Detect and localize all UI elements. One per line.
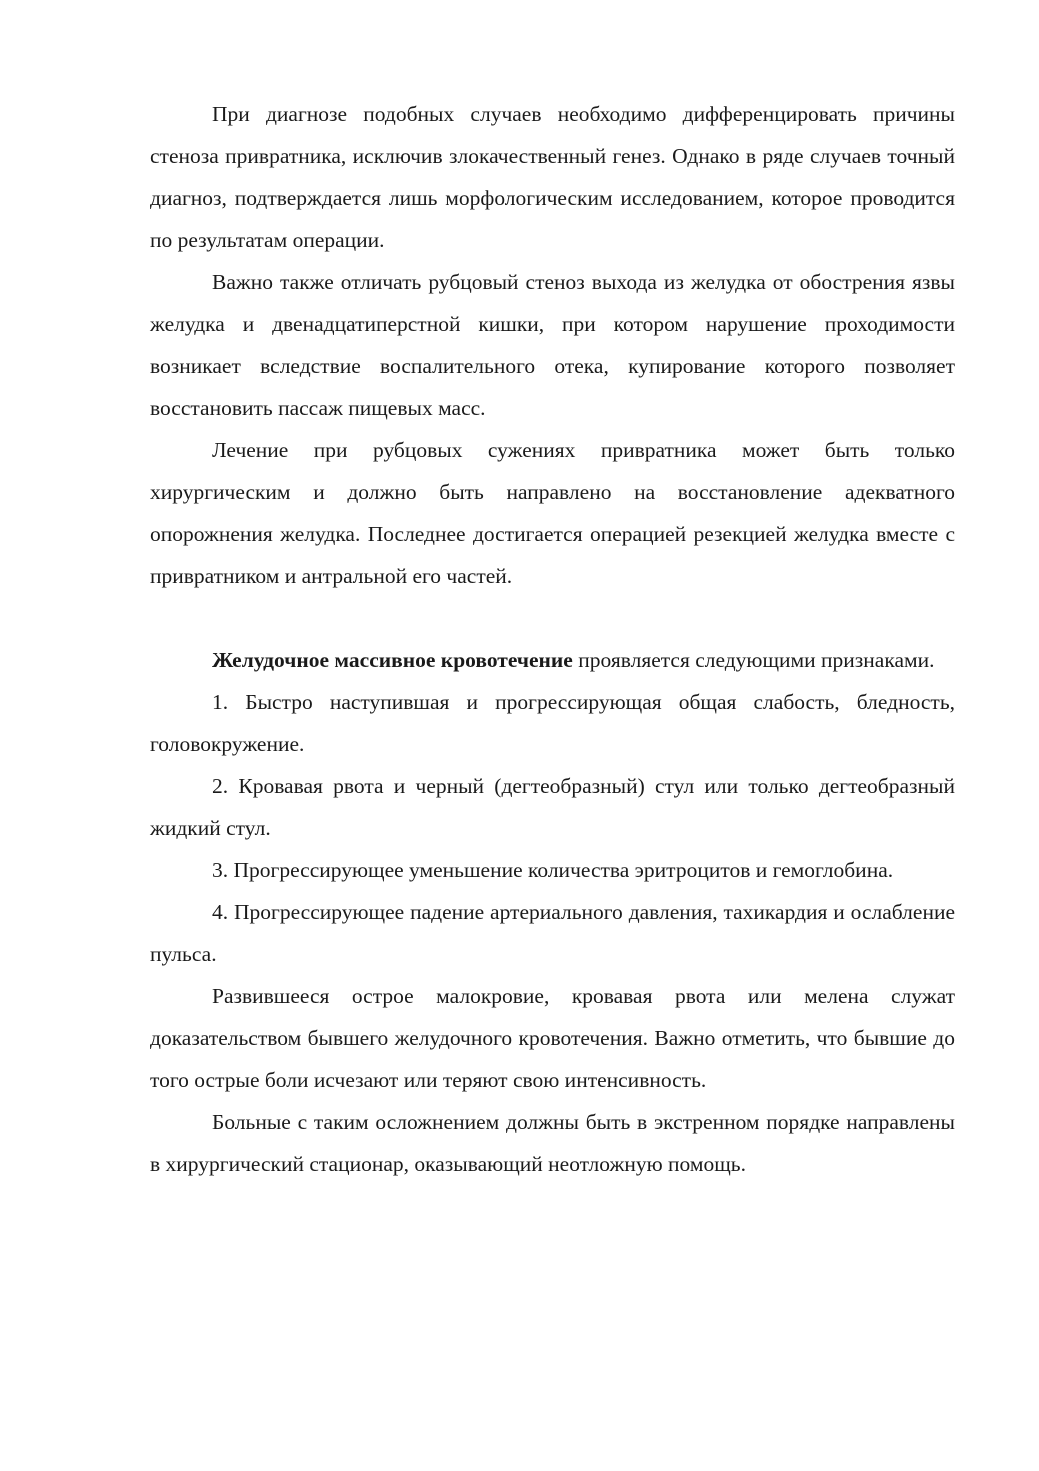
paragraph-differential-diagnosis: Важно также отличать рубцовый стеноз выхода из желудка от обострения язвы желудка и двенадцатиперстной кишки, при котором нарушение проходимости возникает вследствие воспалительного отека, купирование которого позволяет восстановить пассаж пищевых масс.	[150, 270, 955, 420]
paragraph-treatment: Лечение при рубцовых сужениях привратника может быть только хирургическим и должно быть направлено на восстановление адекватного опорожнения желудка. Последнее достигается операцией резекцией желудка вместе с привратником и антральной его частей.	[150, 438, 955, 588]
list-item-1: 1. Быстро наступившая и прогрессирующая общая слабость, бледность, головокружение.	[150, 690, 955, 756]
paragraph-hospitalization: Больные с таким осложнением должны быть в экстренном порядке направлены в хирургический стационар, оказывающий неотложную помощь.	[150, 1110, 955, 1176]
paragraph-anemia: Развившееся острое малокровие, кровавая рвота или мелена служат доказательством бывшего желудочного кровотечения. Важно отметить, что бывшие до того острые боли исчезают или теряют свою интенсивность.	[150, 984, 955, 1092]
paragraph-pyloric-stenosis-diagnosis: При диагнозе подобных случаев необходимо дифференцировать причины стеноза привратника, исключив злокачественный генез. Однако в ряде случаев точный диагноз, подтверждается лишь морфологическим исследованием, которое проводится по результатам операции.	[150, 102, 955, 252]
list-item-2: 2. Кровавая рвота и черный (дегтеобразный) стул или только дегтеобразный жидкий стул.	[150, 774, 955, 840]
document-page	[150, 93, 955, 1185]
list-item-3: 3. Прогрессирующее уменьшение количества эритроцитов и гемоглобина.	[212, 858, 894, 882]
paragraph-bleeding-intro	[150, 639, 955, 681]
bleeding-heading: Желудочное массивное кровотечение	[212, 648, 573, 672]
bleeding-intro-text: проявляется следующими признаками.	[572, 648, 935, 672]
list-item-4: 4. Прогрессирующее падение артериального давления, тахикардия и ослабление пульса.	[150, 900, 955, 966]
